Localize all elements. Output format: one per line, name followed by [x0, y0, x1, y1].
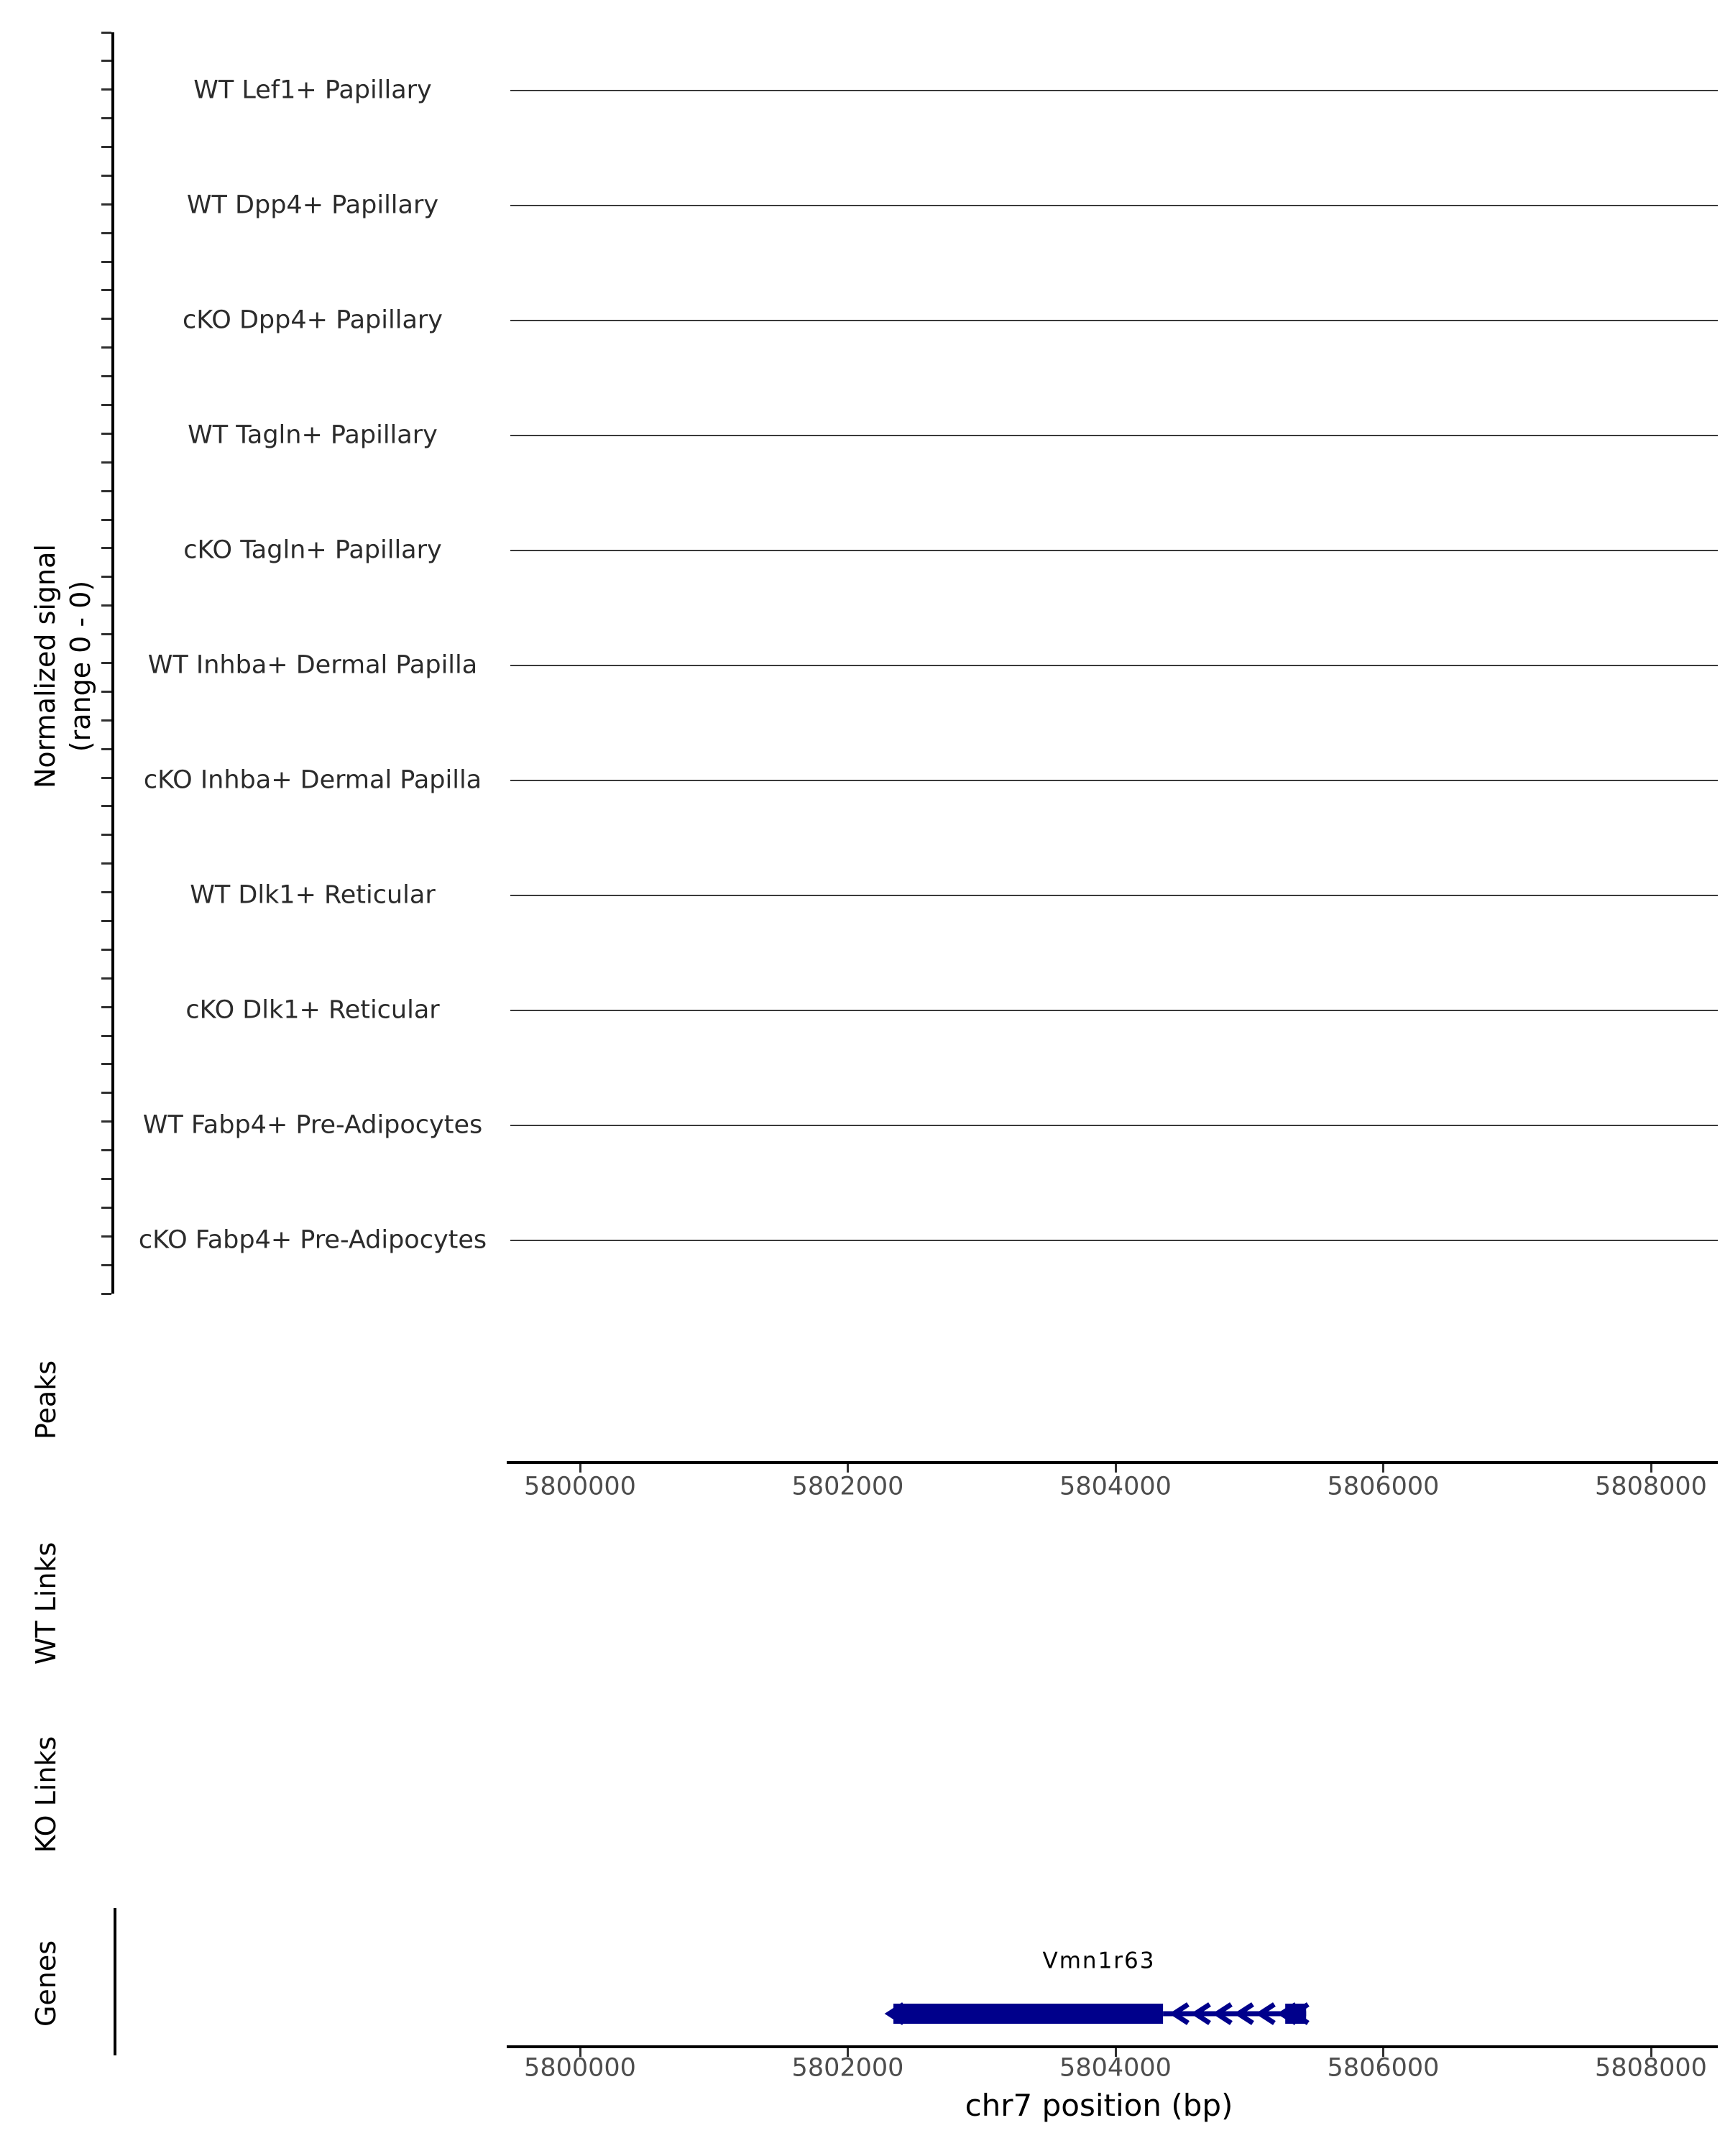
track-baseline — [510, 90, 1718, 91]
track-baseline — [510, 1010, 1718, 1011]
y-axis-tick — [101, 547, 111, 549]
y-axis-tick — [101, 576, 111, 578]
y-axis-tick — [101, 920, 111, 922]
track-baseline — [510, 205, 1718, 206]
track-label: cKO Dlk1+ Reticular — [185, 995, 440, 1025]
y-axis-tick — [101, 604, 111, 607]
track-label: cKO Fabp4+ Pre-Adipocytes — [138, 1225, 487, 1255]
section-label-wt-links: WT Links — [30, 1542, 62, 1665]
x-axis-line — [507, 2045, 1718, 2048]
x-axis-tick-label: 5800000 — [524, 1472, 636, 1501]
gene-exon — [893, 2004, 1163, 2024]
x-axis-tick-label: 5804000 — [1059, 1472, 1172, 1501]
x-axis-tick-label: 5806000 — [1327, 1472, 1440, 1501]
y-axis-tick — [101, 1178, 111, 1180]
genes-y-axis-line — [114, 1908, 116, 2055]
x-axis-line — [507, 1461, 1718, 1464]
y-axis-tick — [101, 1035, 111, 1037]
x-axis-tick — [1382, 1464, 1384, 1473]
y-axis-tick — [101, 977, 111, 980]
x-axis-tick-label: 5804000 — [1059, 2053, 1172, 2083]
x-axis-tick-label: 5802000 — [791, 1472, 904, 1501]
y-axis-tick — [101, 805, 111, 807]
y-axis-tick — [101, 490, 111, 492]
track-label: cKO Tagln+ Papillary — [183, 535, 442, 565]
y-axis-tick — [101, 1235, 111, 1238]
section-label-peaks: Peaks — [30, 1360, 62, 1440]
y-axis-tick — [101, 748, 111, 750]
track-baseline — [510, 435, 1718, 436]
track-baseline — [510, 665, 1718, 666]
x-axis-tick-label: 5808000 — [1595, 2053, 1707, 2083]
x-axis-tick — [579, 1464, 581, 1473]
y-axis-tick — [101, 691, 111, 693]
y-axis-tick — [101, 1092, 111, 1094]
y-axis-tick — [101, 203, 111, 206]
track-label: WT Tagln+ Papillary — [188, 420, 438, 450]
y-axis-tick — [101, 719, 111, 722]
track-label: cKO Dpp4+ Papillary — [183, 305, 443, 335]
track-label: WT Inhba+ Dermal Papilla — [147, 650, 478, 680]
track-baseline — [510, 1240, 1718, 1241]
y-axis-tick — [101, 777, 111, 779]
track-label: WT Dlk1+ Reticular — [190, 880, 436, 910]
y-axis-tick — [101, 891, 111, 893]
track-baseline — [510, 550, 1718, 551]
y-axis-tick — [101, 232, 111, 234]
x-axis-tick — [847, 1464, 849, 1473]
y-axis-tick — [101, 633, 111, 635]
y-axis-tick — [101, 117, 111, 119]
y-axis-label-line2: (range 0 - 0) — [65, 580, 96, 752]
track-label: WT Lef1+ Papillary — [193, 75, 432, 105]
y-axis-tick — [101, 519, 111, 521]
y-axis-tick — [101, 461, 111, 464]
y-axis-tick — [101, 1120, 111, 1123]
track-baseline — [510, 780, 1718, 781]
y-axis-tick — [101, 261, 111, 263]
x-axis-tick-label: 5806000 — [1327, 2053, 1440, 2083]
x-axis-title: chr7 position (bp) — [965, 2088, 1233, 2123]
track-baseline — [510, 895, 1718, 896]
y-axis-tick — [101, 1207, 111, 1209]
x-axis-tick-label: 5802000 — [791, 2053, 904, 2083]
y-axis-tick — [101, 88, 111, 91]
section-label-ko-links: KO Links — [30, 1736, 62, 1853]
y-axis-tick — [101, 862, 111, 865]
y-axis-tick — [101, 1149, 111, 1151]
x-axis-tick-label: 5808000 — [1595, 1472, 1707, 1501]
track-baseline — [510, 1125, 1718, 1126]
y-axis-tick — [101, 662, 111, 664]
gene-name-label: Vmn1r63 — [1042, 1948, 1156, 1974]
y-axis-tick — [101, 834, 111, 836]
track-label: WT Fabp4+ Pre-Adipocytes — [142, 1110, 483, 1140]
y-axis-tick — [101, 32, 111, 34]
section-label-genes: Genes — [30, 1940, 62, 2027]
x-axis-tick — [1115, 1464, 1117, 1473]
x-axis-tick — [1650, 1464, 1652, 1473]
y-axis-tick — [101, 175, 111, 177]
y-axis-tick — [101, 346, 111, 349]
y-axis-tick — [101, 1063, 111, 1065]
x-axis-tick-label: 5800000 — [524, 2053, 636, 2083]
y-axis-label-line1: Normalized signal — [29, 544, 61, 788]
y-axis-tick — [101, 1264, 111, 1266]
y-axis-tick — [101, 146, 111, 148]
y-axis-tick — [101, 1006, 111, 1008]
signal-y-axis-line — [111, 32, 114, 1294]
y-axis-tick — [101, 404, 111, 406]
y-axis-tick — [101, 318, 111, 320]
track-label: WT Dpp4+ Papillary — [186, 190, 439, 220]
y-axis-tick — [101, 1293, 111, 1295]
y-axis-tick — [101, 375, 111, 377]
gene-model — [848, 1984, 1351, 2041]
y-axis-tick — [101, 433, 111, 435]
track-baseline — [510, 320, 1718, 321]
y-axis-tick — [101, 60, 111, 62]
y-axis-tick — [101, 949, 111, 951]
y-axis-tick — [101, 289, 111, 291]
track-label: cKO Inhba+ Dermal Papilla — [143, 765, 482, 795]
